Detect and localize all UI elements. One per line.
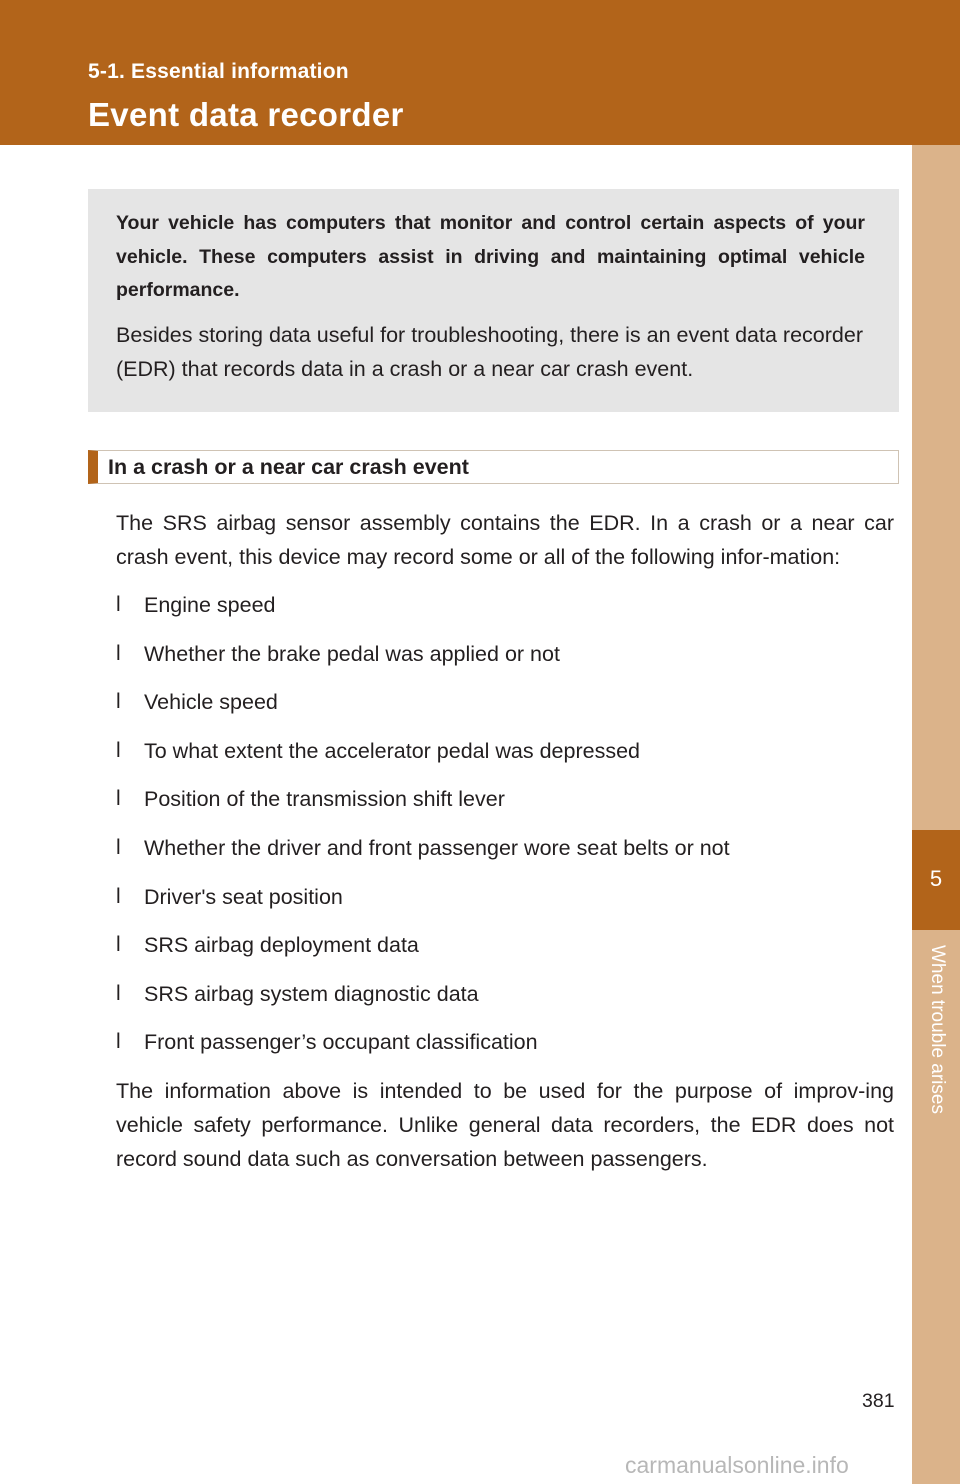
list-item xyxy=(116,685,894,734)
list-item-text: Whether the brake pedal was applied or not xyxy=(144,641,560,666)
chapter-number: 5 xyxy=(929,866,943,891)
list-item-text: Vehicle speed xyxy=(144,690,278,715)
section-heading: In a crash or a near car crash event xyxy=(108,455,469,479)
list-item-text: Engine speed xyxy=(144,593,276,617)
bullet-icon: l xyxy=(116,835,121,859)
list-item-text: Driver's seat position xyxy=(144,884,343,909)
chapter-name: When trouble arises xyxy=(927,945,948,1114)
page-title: Event data recorder xyxy=(88,96,404,133)
bullet-icon: l xyxy=(116,884,121,908)
list-item-text: SRS airbag system diagnostic data xyxy=(144,981,479,1006)
list-item xyxy=(116,637,894,686)
list-item xyxy=(116,928,894,977)
section-paragraph: The SRS airbag sensor assembly contains the EDR. In a crash or a near car crash event, this device may record some or all of the following infor-mation: xyxy=(116,511,894,569)
list-item xyxy=(116,588,894,637)
list-item-text: To what extent the accelerator pedal was depressed xyxy=(144,738,640,763)
list-item xyxy=(116,1025,894,1074)
list-item-text: Front passenger’s occupant classification xyxy=(144,1030,538,1055)
intro-box xyxy=(88,189,899,412)
list-item-text: Position of the transmission shift lever xyxy=(144,787,505,812)
bullet-icon: l xyxy=(116,641,121,665)
watermark: carmanualsonline.info xyxy=(625,1452,849,1478)
closing-paragraph: The information above is intended to be used for the purpose of improv-ing vehicle safety performance. Unlike general data recorders, the EDR does not record sound data such as conversation between passengers. xyxy=(116,1078,894,1171)
list-item-text: Whether the driver and front passenger wore seat belts or not xyxy=(144,835,730,860)
bullet-icon: l xyxy=(116,981,121,1005)
bullet-icon: l xyxy=(116,1030,121,1054)
list-item xyxy=(116,977,894,1026)
intro-bold-text: Your vehicle has computers that monitor and control certain aspects of your vehicle. These computers assist in driving and maintaining optimal vehicle performance. xyxy=(116,212,865,301)
section-label: 5-1. Essential information xyxy=(88,60,349,83)
bullet-icon: l xyxy=(116,787,121,811)
list-item-text: SRS airbag deployment data xyxy=(144,933,419,958)
side-strip xyxy=(912,145,960,1484)
chapter-tab[interactable] xyxy=(912,830,960,930)
recorded-info-list xyxy=(116,588,894,1074)
list-item xyxy=(116,734,894,783)
intro-plain-text: Besides storing data useful for troubleshooting, there is an event data recorder (EDR) that records data in a crash or a near car crash event. xyxy=(116,322,863,381)
section-heading-bar xyxy=(88,450,899,484)
bullet-icon: l xyxy=(116,933,121,957)
page-number: 381 xyxy=(862,1390,895,1412)
bullet-icon: l xyxy=(116,690,121,714)
list-item xyxy=(116,782,894,831)
bullet-icon: l xyxy=(116,593,121,616)
list-item xyxy=(116,831,894,880)
list-item xyxy=(116,880,894,929)
bullet-icon: l xyxy=(116,738,121,762)
section-body xyxy=(116,506,894,1176)
